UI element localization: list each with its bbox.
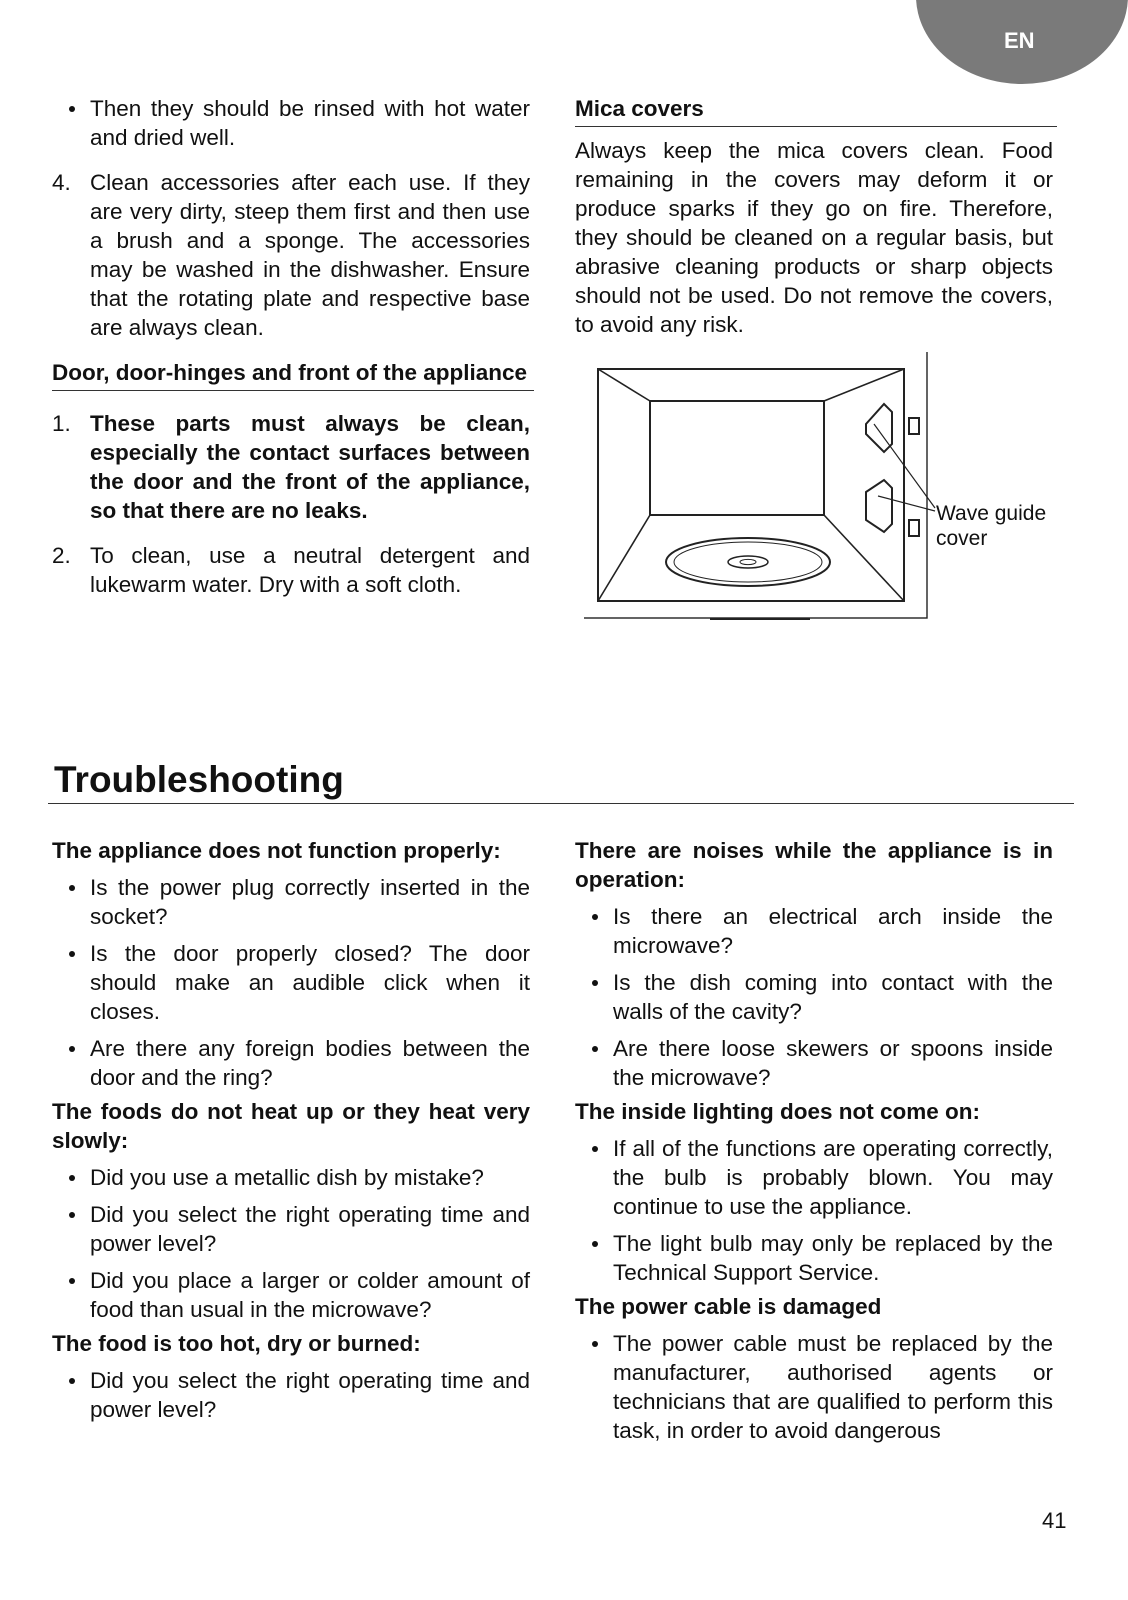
- section-heading: The foods do not heat up or they heat very slowly:: [52, 1099, 530, 1153]
- item-number: 1.: [52, 411, 71, 436]
- list-item: Is the dish coming into contact with the walls of the cavity?: [575, 968, 1053, 1026]
- list-item: Did you use a metallic dish by mistake?: [52, 1163, 530, 1192]
- section-heading: The power cable is damaged: [575, 1294, 882, 1319]
- section-heading: The appliance does not function properly:: [52, 838, 501, 863]
- section-heading: There are noises while the appliance is in operation:: [575, 838, 1053, 892]
- list-item: Did you select the right operating time and power level?: [52, 1200, 530, 1258]
- right-bottom-column: [575, 836, 1053, 1445]
- microwave-diagram: [584, 352, 1064, 642]
- item-number: 4.: [52, 170, 71, 195]
- section-heading: Mica covers: [575, 94, 1057, 127]
- list-item: Did you select the right operating time and power level?: [52, 1366, 530, 1424]
- item-number: 2.: [52, 543, 71, 568]
- diagram-label: Wave guide: [936, 502, 1047, 525]
- list-item: Is there an electrical arch inside the microwave?: [575, 902, 1053, 960]
- page-number: 41: [1042, 1508, 1067, 1533]
- right-top-column: [575, 94, 1053, 339]
- list-item: Is the power plug correctly inserted in the socket?: [52, 873, 530, 931]
- list-item: The power cable must be replaced by the manufacturer, authorised agents or technicians that are qualified to perform this task, in order to avoid dangerous: [575, 1329, 1053, 1445]
- list-item: [52, 409, 530, 525]
- left-bottom-column: [52, 836, 530, 1424]
- left-top-column: [52, 94, 530, 599]
- mica-paragraph: Always keep the mica covers clean. Food remaining in the covers may deform it or produce sparks if they go on fire. Therefore, they should be cleaned on a regular basis, but abrasive cleaning products or sharp objects should not be used. Do not remove the covers, to avoid any risk.: [575, 138, 1053, 337]
- list-item: The light bulb may only be replaced by the Technical Support Service.: [575, 1229, 1053, 1287]
- list-item: Are there loose skewers or spoons inside the microwave?: [575, 1034, 1053, 1092]
- language-label: EN: [1004, 28, 1035, 53]
- section-heading: The food is too hot, dry or burned:: [52, 1331, 421, 1356]
- list-item: [52, 168, 530, 342]
- list-item: [52, 541, 530, 599]
- page-title: Troubleshooting: [48, 758, 1074, 804]
- item-text: Clean accessories after each use. If they are very dirty, steep them first and then use a brush and a sponge. The accessories may be washed in the dishwasher. Ensure that the rotating plate and respective base are always clean.: [90, 170, 530, 340]
- list-item: Did you place a larger or colder amount of food than usual in the microwave?: [52, 1266, 530, 1324]
- list-item: Then they should be rinsed with hot water and dried well.: [52, 94, 530, 152]
- item-text: These parts must always be clean, especially the contact surfaces between the door and the front of the appliance, so that there are no leaks.: [90, 411, 530, 523]
- list-item: Are there any foreign bodies between the door and the ring?: [52, 1034, 530, 1092]
- list-item: If all of the functions are operating correctly, the bulb is probably blown. You may continue to use the appliance.: [575, 1134, 1053, 1221]
- diagram-label: cover: [936, 527, 988, 550]
- item-text: To clean, use a neutral detergent and lukewarm water. Dry with a soft cloth.: [90, 543, 530, 597]
- section-heading: The inside lighting does not come on:: [575, 1099, 980, 1124]
- list-item: Is the door properly closed? The door should make an audible click when it closes.: [52, 939, 530, 1026]
- section-heading: Door, door-hinges and front of the appliance: [52, 358, 534, 391]
